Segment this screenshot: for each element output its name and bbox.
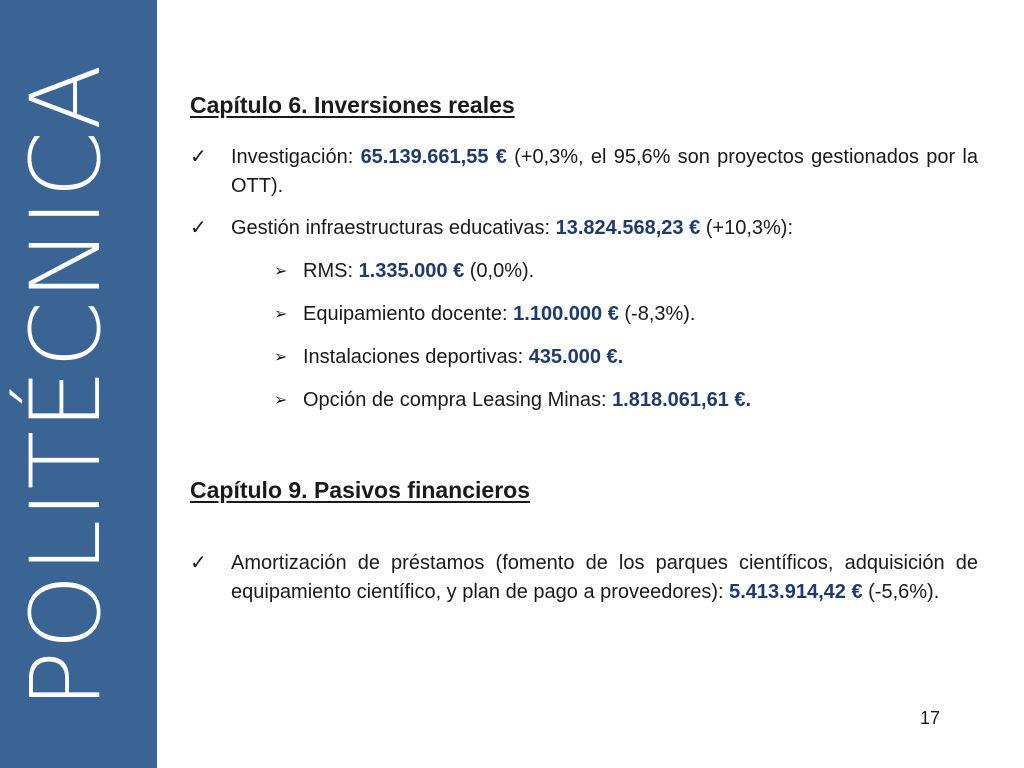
slide-content	[190, 85, 978, 607]
subitem-text-pre: Instalaciones deportivas:	[303, 346, 529, 368]
subitem-amount: 1.100.000 €	[513, 303, 619, 325]
subitem-leasing	[190, 386, 978, 415]
subitem-amount: 1.818.061,61 €.	[612, 389, 752, 411]
bullet-text-pre: Investigación:	[231, 146, 361, 168]
subitem-amount: 435.000 €.	[528, 346, 624, 368]
subitem-text-post: (0,0%).	[464, 260, 535, 282]
chapter-6-heading: Capítulo 6. Inversiones reales	[190, 92, 515, 118]
chapter-9-heading: Capítulo 9. Pasivos financieros	[190, 477, 530, 503]
subitem-text-pre: RMS:	[303, 260, 359, 282]
bullet-text-post: (+10,3%):	[700, 217, 794, 239]
bullet-infraestructuras	[190, 214, 978, 243]
bullet-investigacion	[190, 143, 978, 201]
bullet-amount: 5.413.914,42 €	[729, 581, 863, 603]
bullet-text-pre: Amortización de préstamos (fomento de los parques científicos, adquisición de equipamiento científico, y plan de pago a proveedores):	[231, 552, 978, 603]
arrow-bullet-icon: ➢	[274, 349, 288, 366]
subitem-equipamiento	[190, 300, 978, 329]
bullet-text-post: (+0,3%, el 95,6% son proyectos gestionados por la OTT).	[231, 146, 978, 197]
bullet-amount: 65.139.661,55 €	[360, 146, 507, 168]
sidebar-band	[0, 0, 157, 768]
subitem-text-post: (-8,3%).	[618, 303, 696, 325]
subitem-amount: 1.335.000 €	[358, 260, 465, 282]
subitem-rms	[190, 257, 978, 286]
check-icon: ✓	[190, 217, 207, 239]
sidebar-title: POLITÉCNICA	[10, 63, 122, 709]
check-icon: ✓	[190, 552, 207, 574]
subitem-text-pre: Opción de compra Leasing Minas:	[303, 389, 613, 411]
subitem-instalaciones	[190, 343, 978, 372]
bullet-amount: 13.824.568,23 €	[555, 217, 701, 239]
arrow-bullet-icon: ➢	[274, 263, 288, 280]
subitem-text-pre: Equipamiento docente:	[303, 303, 514, 325]
arrow-bullet-icon: ➢	[274, 306, 288, 323]
arrow-bullet-icon: ➢	[274, 392, 288, 409]
page-number: 17	[920, 708, 941, 728]
bullet-text-pre: Gestión infraestructuras educativas:	[231, 217, 556, 239]
check-icon: ✓	[190, 146, 207, 168]
bullet-text-post: (-5,6%).	[862, 581, 940, 603]
bullet-amortizacion	[190, 549, 978, 607]
